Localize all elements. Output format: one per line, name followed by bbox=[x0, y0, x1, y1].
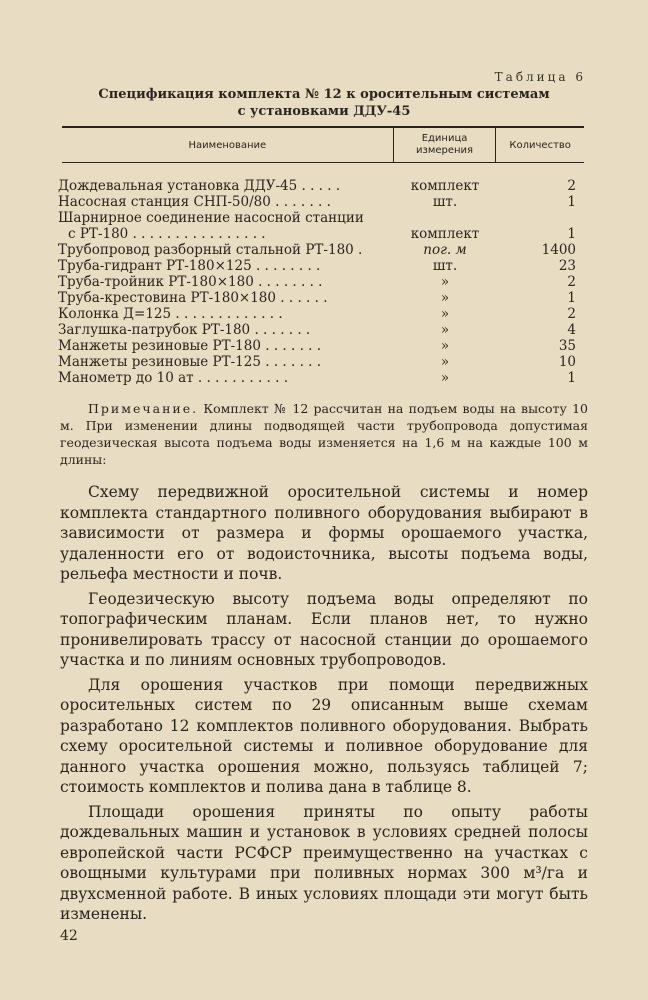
row-qty: 4 bbox=[567, 322, 576, 338]
page-number: 42 bbox=[60, 928, 78, 944]
table-header bbox=[62, 126, 584, 163]
row-name: Манжеты резиновые РТ-180 . . . . . . . bbox=[58, 338, 322, 354]
row-unit: » bbox=[440, 322, 450, 338]
table-row bbox=[58, 258, 584, 274]
row-unit: » bbox=[440, 274, 450, 290]
row-name: Шарнирное соединение насосной станции bbox=[58, 210, 364, 226]
header-unit bbox=[394, 128, 497, 162]
row-qty: 1 bbox=[567, 194, 576, 210]
row-name: Заглушка-патрубок РТ-180 . . . . . . . bbox=[58, 322, 311, 338]
row-unit: » bbox=[440, 370, 450, 386]
table-body bbox=[58, 178, 584, 386]
header-quantity: Количество bbox=[509, 139, 571, 151]
row-qty: 1 bbox=[567, 226, 576, 242]
paragraph: Геодезическую высоту подъема воды определяют по топографическим планам. Если планов нет, то нужно пронивелировать трассу от насосной станции до орошаемого участка и по линиям основных трубопроводов. bbox=[60, 589, 588, 669]
table-row bbox=[58, 370, 584, 386]
row-qty: 1 bbox=[567, 290, 576, 306]
row-unit: пог. м bbox=[423, 242, 467, 258]
row-unit: » bbox=[440, 354, 450, 370]
row-qty: 1 bbox=[567, 370, 576, 386]
specification-table bbox=[58, 126, 584, 386]
row-unit: комплект bbox=[410, 178, 480, 194]
row-name: Насосная станция СНП-50/80 . . . . . . . bbox=[58, 194, 331, 210]
paragraph: Площади орошения приняты по опыту работы дождевальных машин и установок в условиях средней полосы европейской части РСФСР преимущественно на участках с овощными культурами при поливных нормах 300 м³/га и двухсменной работе. В иных условиях площади эти могут быть изменены. bbox=[60, 802, 588, 923]
table-row bbox=[58, 306, 584, 322]
table-note bbox=[60, 400, 588, 468]
table-row bbox=[58, 322, 584, 338]
row-qty: 2 bbox=[567, 178, 576, 194]
table-row bbox=[58, 290, 584, 306]
row-qty bbox=[496, 210, 584, 226]
paragraph: Схему передвижной оросительной системы и номер комплекта стандартного поливного оборудования выбирают в зависимости от размера и формы орошаемого участка, удаленности его от водоисточника, высоты подъема воды, рельефа местности и почв. bbox=[60, 483, 588, 583]
table-row bbox=[58, 274, 584, 290]
caption-line-1: Спецификация комплекта № 12 к оросительным системам bbox=[98, 87, 550, 102]
header-unit-line-2: измерения bbox=[416, 145, 474, 156]
table-row bbox=[58, 354, 584, 370]
row-qty: 35 bbox=[558, 338, 576, 354]
note-label: Примечание. bbox=[88, 401, 199, 416]
paragraph: Для орошения участков при помощи передвижных оросительных систем по 29 описанным выше схемам разработано 12 комплектов поливного оборудования. Выбрать схему оросительной системы и поливное оборудование для данного участка орошения можно, пользуясь таблицей 7; стоимость комплектов и полива дана в таблице 8. bbox=[60, 675, 588, 796]
row-unit: » bbox=[440, 306, 450, 322]
caption-line-2: с установками ДДУ-45 bbox=[237, 104, 411, 119]
table-row bbox=[58, 226, 584, 242]
row-qty: 10 bbox=[558, 354, 576, 370]
row-qty: 2 bbox=[567, 274, 576, 290]
row-name: Труба-гидрант РТ-180×125 . . . . . . . . bbox=[58, 258, 321, 274]
row-qty: 1400 bbox=[541, 242, 576, 258]
body-text bbox=[60, 482, 588, 929]
row-name: Манометр до 10 ат . . . . . . . . . . . bbox=[58, 370, 289, 386]
table-row bbox=[58, 178, 584, 194]
row-name: с РТ-180 . . . . . . . . . . . . . . . . bbox=[68, 226, 266, 242]
header-name: Наименование bbox=[62, 128, 394, 162]
row-name: Колонка Д=125 . . . . . . . . . . . . . bbox=[58, 306, 283, 322]
table-caption bbox=[60, 86, 588, 120]
row-name: Труба-крестовина РТ-180×180 . . . . . . bbox=[58, 290, 328, 306]
row-unit: шт. bbox=[432, 258, 458, 274]
table-row bbox=[58, 194, 584, 210]
note-text: Комплект № 12 рассчитан на подъем воды на высоту 10 м. При изменении длины подводящей части трубопровода допустимая геодезическая высота подъема воды изменяется на 1,6 м на каждые 100 м длины: bbox=[60, 401, 589, 467]
row-qty: 23 bbox=[558, 258, 576, 274]
row-name: Манжеты резиновые РТ-125 . . . . . . . bbox=[58, 354, 322, 370]
row-unit: » bbox=[440, 290, 450, 306]
row-name: Трубопровод разборный стальной РТ-180 . bbox=[58, 242, 363, 258]
row-unit: шт. bbox=[432, 194, 458, 210]
header-unit-line-1: Единица bbox=[421, 133, 468, 144]
row-unit: » bbox=[440, 338, 450, 354]
row-unit: комплект bbox=[410, 226, 480, 242]
row-name: Дождевальная установка ДДУ-45 . . . . . bbox=[58, 178, 341, 194]
table-row bbox=[58, 338, 584, 354]
row-qty: 2 bbox=[567, 306, 576, 322]
table-row bbox=[58, 210, 584, 226]
table-row bbox=[58, 242, 584, 258]
row-name: Труба-тройник РТ-180×180 . . . . . . . . bbox=[58, 274, 323, 290]
row-unit bbox=[394, 210, 496, 226]
table-number-label: Таблица 6 bbox=[494, 70, 586, 84]
